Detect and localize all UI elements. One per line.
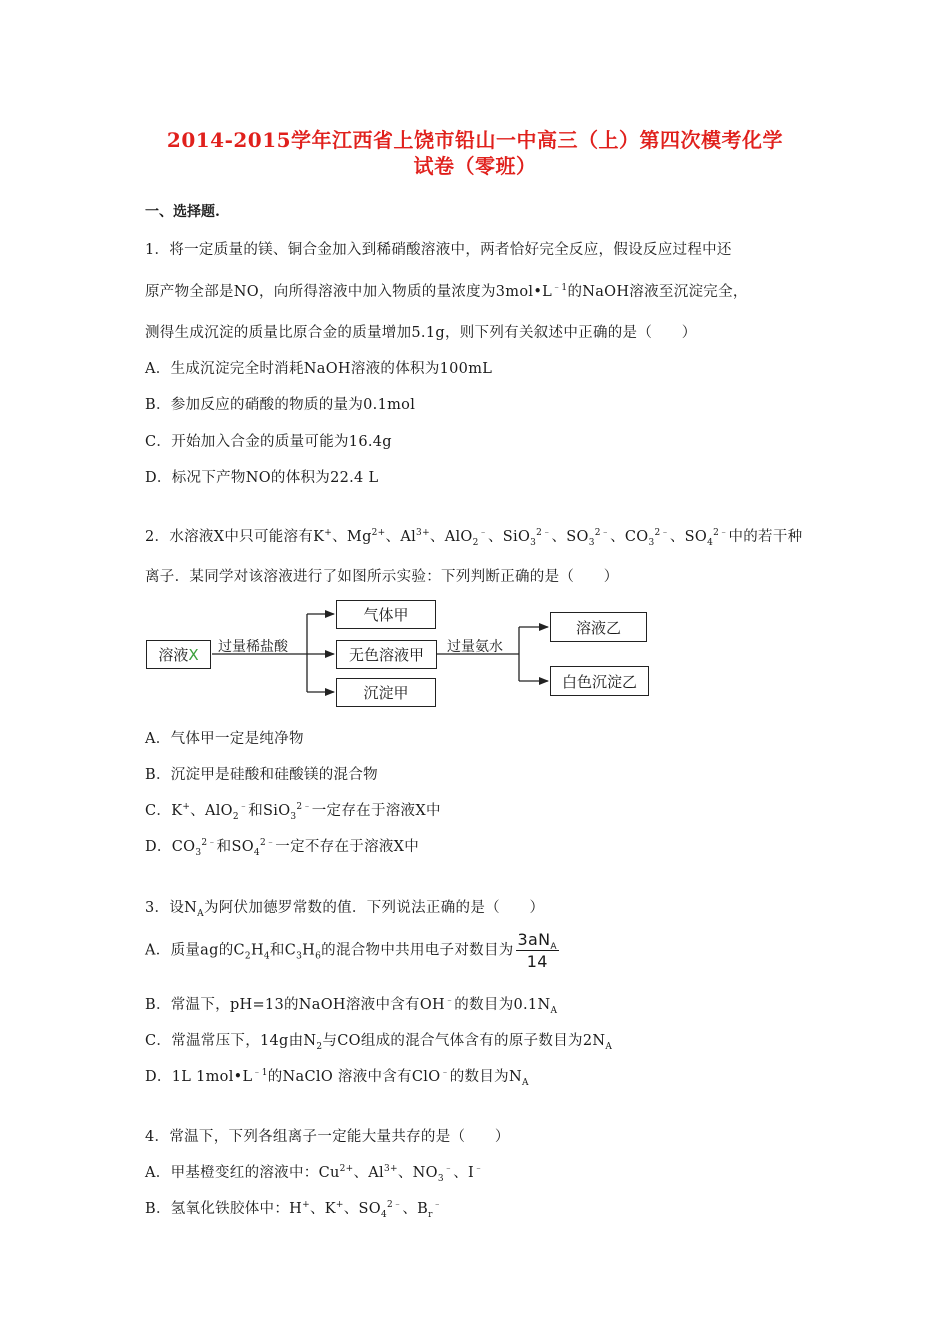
fraction-3aNA-over-14: $\frac{3aN_A}{14}$ bbox=[517, 930, 557, 971]
q2-option-c: C．K+、AlO$_2$﹣和SiO$_3^{2﹣}$一定存在于溶液X中 bbox=[145, 802, 441, 822]
diagram-box-colorless-solution: 无色溶液甲 bbox=[336, 640, 437, 669]
q1-stem-line1: 1．将一定质量的镁、铜合金加入到稀硝酸溶液中，两者恰好完全反应，假设反应过程中还 bbox=[145, 242, 732, 258]
q2-option-a: A．气体甲一定是纯净物 bbox=[145, 731, 304, 747]
diagram-box-precipitate: 沉淀甲 bbox=[336, 678, 436, 707]
q4-option-a: A．甲基橙变红的溶液中：$Cu^{2+}$、$Al^{3+}$、$NO_3^﹣$、I﹣ bbox=[145, 1164, 484, 1184]
q3-option-c: C．常温常压下，14g由$N_2$与CO组成的混合气体含有的原子数目为$2N_A$ bbox=[145, 1033, 613, 1052]
diagram-box-solution-b: 溶液乙 bbox=[550, 612, 647, 642]
q2-option-d: D．$CO_3^{2﹣}$和$SO_4^{2﹣}$一定不存在于溶液X中 bbox=[145, 838, 420, 858]
paper-title-line1: 2014-2015学年江西省上饶市铅山一中高三（上）第四次模考化学 bbox=[166, 128, 784, 152]
diagram-label-ammonia: 过量氨水 bbox=[447, 639, 503, 655]
q4-stem: 4．常温下，下列各组离子一定能大量共存的是（ ） bbox=[145, 1129, 510, 1145]
q2-stem-line1: 2．水溶液X中只可能溶有K+、$Mg^{2+}$、$Al^{3+}$、AlO$_2$﹣、SiO$_3^{2﹣}$、$SO_3^{2﹣}$、$CO_3^{2﹣}$、$SO_4^{2﹣}$中的若干种 bbox=[145, 528, 803, 548]
diagram-box-white-precipitate: 白色沉淀乙 bbox=[550, 666, 649, 696]
diagram-box-gas: 气体甲 bbox=[336, 600, 436, 629]
q1-option-b: B．参加反应的硝酸的物质的量为0.1mol bbox=[145, 397, 416, 413]
paper-title-line2: 试卷（零班） bbox=[413, 154, 537, 178]
section-heading: 一、选择题. bbox=[145, 204, 220, 220]
q3-stem: 3．设$N_A$为阿伏加德罗常数的值．下列说法正确的是（ ） bbox=[145, 900, 545, 919]
q2-stem-line2: 离子．某同学对该溶液进行了如图所示实验：下列判断正确的是（ ） bbox=[145, 569, 619, 585]
q1-stem-line3: 测得生成沉淀的质量比原合金的质量增加5.1g，则下列有关叙述中正确的是（ ） bbox=[145, 325, 697, 341]
q4-option-b: B．氢氧化铁胶体中：H+、K+、$SO_4^{2﹣}$、$B_r^﹣$ bbox=[145, 1200, 443, 1220]
q1-option-a: A．生成沉淀完全时消耗NaOH溶液的体积为100mL bbox=[145, 361, 493, 377]
q1-stem-line2: 原产物全部是NO，向所得溶液中加入物质的量浓度为$3mol•L^{﹣1}$的NaOH溶液至沉淀完全， bbox=[145, 283, 748, 300]
q1-option-c: C．开始加入合金的质量可能为16.4g bbox=[145, 434, 392, 450]
diagram-label-hcl: 过量稀盐酸 bbox=[218, 639, 288, 655]
q2-option-b: B．沉淀甲是硅酸和硅酸镁的混合物 bbox=[145, 767, 378, 783]
q3-option-d: D．1L $1mol•L^{﹣1}$的NaClO 溶液中含有ClO﹣的数目为$N_A$ bbox=[145, 1068, 529, 1088]
diagram-box-solution-x: 溶液 X bbox=[146, 640, 211, 669]
q1-option-d: D．标况下产物NO的体积为22.4 L bbox=[145, 470, 379, 486]
q3-option-a: A．质量ag的$C_2H_4$和$C_3H_6$的混合物中共用电子对数目为 $\frac{3aN_A}{14}$ bbox=[145, 930, 557, 971]
q3-option-b: B．常温下，pH=13的NaOH溶液中含有OH﹣的数目为$0.1N_A$ bbox=[145, 996, 558, 1016]
